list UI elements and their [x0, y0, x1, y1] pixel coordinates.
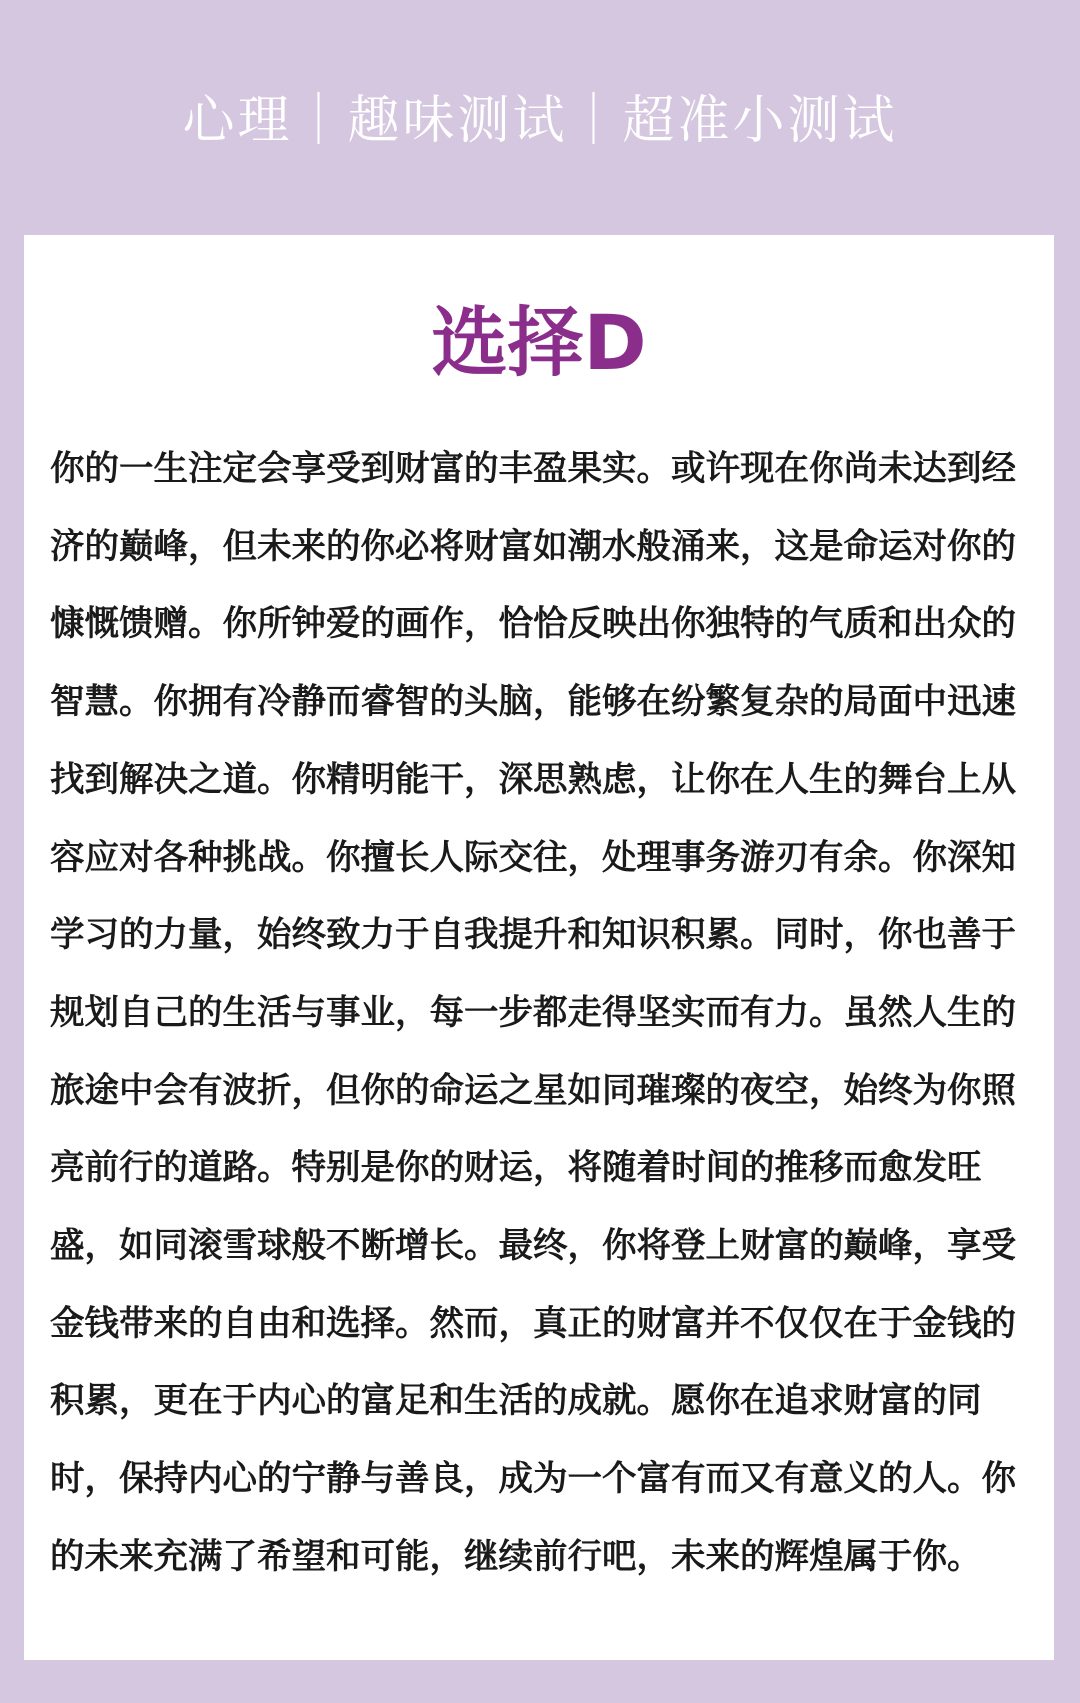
header-title: 心理｜趣味测试｜超准小测试	[182, 91, 898, 151]
result-card	[24, 235, 1054, 1660]
result-title: 选择D	[431, 298, 647, 387]
result-paragraph: 你的一生注定会享受到财富的丰盈果实。或许现在你尚未达到经济的巅峰，但未来的你必将财富如潮水般涌来，这是命运对你的慷慨馈赠。你所钟爱的画作，恰恰反映出你独特的气质和出众的智慧。你拥有冷静而睿智的头脑，能够在纷繁复杂的局面中迅速找到解决之道。你精明能干，深思熟虑，让你在人生的舞台上从容应对各种挑战。你擅长人际交往，处理事务游刃有余。你深知学习的力量，始终致力于自我提升和知识积累。同时，你也善于规划自己的生活与事业，每一步都走得坚实而有力。虽然人生的旅途中会有波折，但你的命运之星如同璀璨的夜空，始终为你照亮前行的道路。特别是你的财运，将随着时间的推移而愈发旺盛，如同滚雪球般不断增长。最终，你将登上财富的巅峰，享受金钱带来的自由和选择。然而，真正的财富并不仅仅在于金钱的积累，更在于内心的富足和生活的成就。愿你在追求财富的同时，保持内心的宁静与善良，成为一个富有而又有意义的人。你的未来充满了希望和可能，继续前行吧，未来的辉煌属于你。	[50, 449, 1016, 1577]
header	[0, 0, 1080, 235]
